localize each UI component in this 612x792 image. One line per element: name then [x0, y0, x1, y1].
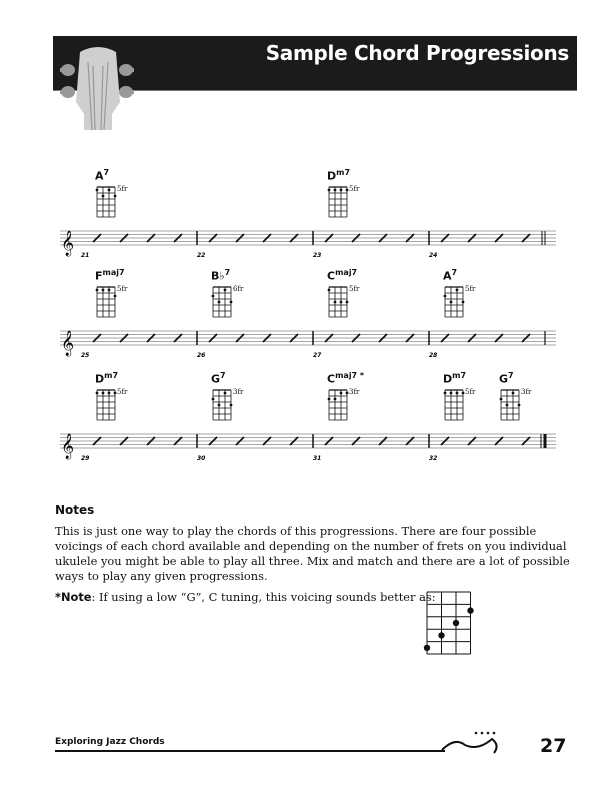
measure-number: 24 — [429, 252, 438, 259]
staff — [60, 426, 560, 471]
chord-name: $D^{m7}$ — [443, 371, 467, 386]
chord-name: $C^{maj7 *}$ — [327, 371, 365, 386]
finger-dot — [212, 295, 215, 298]
finger-dot — [230, 301, 233, 304]
finger-dot — [230, 404, 233, 407]
measure-number: 22 — [197, 252, 206, 259]
footer-rule — [55, 750, 445, 752]
fret-position: 3fr — [233, 388, 244, 396]
finger-dot — [506, 404, 509, 407]
finger-dot — [334, 301, 337, 304]
finger-dot — [218, 404, 221, 407]
measure-number: 27 — [313, 352, 322, 359]
finger-dot — [424, 645, 430, 651]
fret-position: 5fr — [465, 285, 476, 293]
finger-dot — [108, 289, 111, 292]
finger-dot — [340, 189, 343, 192]
staff — [60, 323, 560, 368]
fret-position: 6fr — [233, 285, 244, 293]
chord-diagram — [498, 388, 522, 422]
finger-dot — [212, 398, 215, 401]
page-title: Sample Chord Progressions — [265, 41, 569, 65]
treble-clef: 𝄞 — [61, 434, 75, 459]
finger-dot — [450, 301, 453, 304]
finger-dot — [328, 398, 331, 401]
ukulele-headstock-icon — [58, 42, 138, 130]
measure-number: 23 — [313, 252, 322, 259]
fret-position: 3fr — [521, 388, 532, 396]
finger-dot — [334, 398, 337, 401]
treble-clef: 𝄞 — [61, 231, 75, 256]
finger-dot — [500, 398, 503, 401]
chord-name: B♭$^7$ — [211, 268, 231, 283]
finger-dot — [224, 392, 227, 395]
fret-position: 5fr — [349, 185, 360, 193]
finger-dot — [328, 189, 331, 192]
finger-dot — [108, 189, 111, 192]
chord-diagram — [442, 285, 466, 319]
finger-dot — [96, 289, 99, 292]
finger-dot — [462, 392, 465, 395]
alternate-voicing-diagram — [420, 590, 475, 656]
fret-position: 5fr — [117, 185, 128, 193]
fret-position: 5fr — [117, 388, 128, 396]
book-title: Exploring Jazz Chords — [55, 737, 165, 747]
finger-dot — [346, 301, 349, 304]
finger-dot — [334, 189, 337, 192]
chord-name: $A^7$ — [95, 168, 110, 183]
chord-diagram — [326, 285, 350, 319]
finger-dot — [340, 301, 343, 304]
finger-dot — [438, 632, 444, 638]
measure-number: 30 — [197, 455, 206, 462]
fret-position: 3fr — [349, 388, 360, 396]
chord-name: $G^7$ — [499, 371, 514, 386]
finger-dot — [453, 620, 459, 626]
measure-number: 31 — [313, 455, 322, 462]
finger-dot — [96, 189, 99, 192]
finger-dot — [328, 289, 331, 292]
finger-dot — [340, 392, 343, 395]
finger-dot — [114, 392, 117, 395]
chord-name: $G^7$ — [211, 371, 226, 386]
finger-dot — [346, 189, 349, 192]
finger-dot — [102, 289, 105, 292]
chord-diagram — [94, 388, 118, 422]
footnote-text: : If using a low “G”, C tuning, this voicing sounds better as: — [91, 590, 436, 604]
footnote-label: *Note — [55, 590, 92, 604]
measure-number: 28 — [429, 352, 438, 359]
finger-dot — [114, 195, 117, 198]
chord-name: $A^7$ — [443, 268, 458, 283]
chord-diagram — [210, 388, 234, 422]
page-number: 27 — [540, 735, 567, 757]
fret-position: 5fr — [465, 388, 476, 396]
measure-number: 32 — [429, 455, 438, 462]
fret-position: 5fr — [117, 285, 128, 293]
finger-dot — [96, 392, 99, 395]
notes-body: This is just one way to play the chords of this progressions. There are four possible voicings of each chord available and depending on the number of frets on you individual ukulele you might be able to play all three. Mix and match and there are a lot of possible ways to play any given progressions. — [55, 524, 570, 583]
finger-dot — [346, 392, 349, 395]
staff-system — [60, 368, 560, 468]
finger-dot — [518, 404, 521, 407]
chord-name: $D^{m7}$ — [327, 168, 351, 183]
finger-dot — [102, 195, 105, 198]
chord-diagram — [94, 185, 118, 219]
measure-number: 26 — [197, 352, 206, 359]
fret-position: 5fr — [349, 285, 360, 293]
treble-clef: 𝄞 — [61, 331, 75, 356]
chord-diagram — [442, 388, 466, 422]
footnote — [55, 590, 436, 604]
finger-dot — [467, 607, 473, 613]
staff-system — [60, 165, 560, 265]
finger-dot — [102, 392, 105, 395]
finger-dot — [450, 392, 453, 395]
measure-number: 21 — [81, 252, 90, 259]
finger-dot — [108, 392, 111, 395]
finger-dot — [456, 289, 459, 292]
finger-dot — [462, 301, 465, 304]
chord-diagram — [326, 388, 350, 422]
chord-name: $D^{m7}$ — [95, 371, 119, 386]
finger-dot — [456, 392, 459, 395]
chord-name: $C^{maj7}$ — [327, 268, 358, 283]
chord-diagram — [94, 285, 118, 319]
staff — [60, 223, 560, 268]
chord-name: $F^{maj7}$ — [95, 268, 125, 283]
finger-dot — [444, 392, 447, 395]
chord-diagram — [326, 185, 350, 219]
notes-heading: Notes — [55, 503, 95, 517]
staff-system — [60, 265, 560, 365]
chord-diagram — [210, 285, 234, 319]
guitar-neck-ornament-icon — [430, 725, 510, 755]
finger-dot — [218, 301, 221, 304]
finger-dot — [512, 392, 515, 395]
finger-dot — [114, 295, 117, 298]
measure-number: 29 — [81, 455, 90, 462]
measure-number: 25 — [81, 352, 90, 359]
finger-dot — [444, 295, 447, 298]
finger-dot — [224, 289, 227, 292]
